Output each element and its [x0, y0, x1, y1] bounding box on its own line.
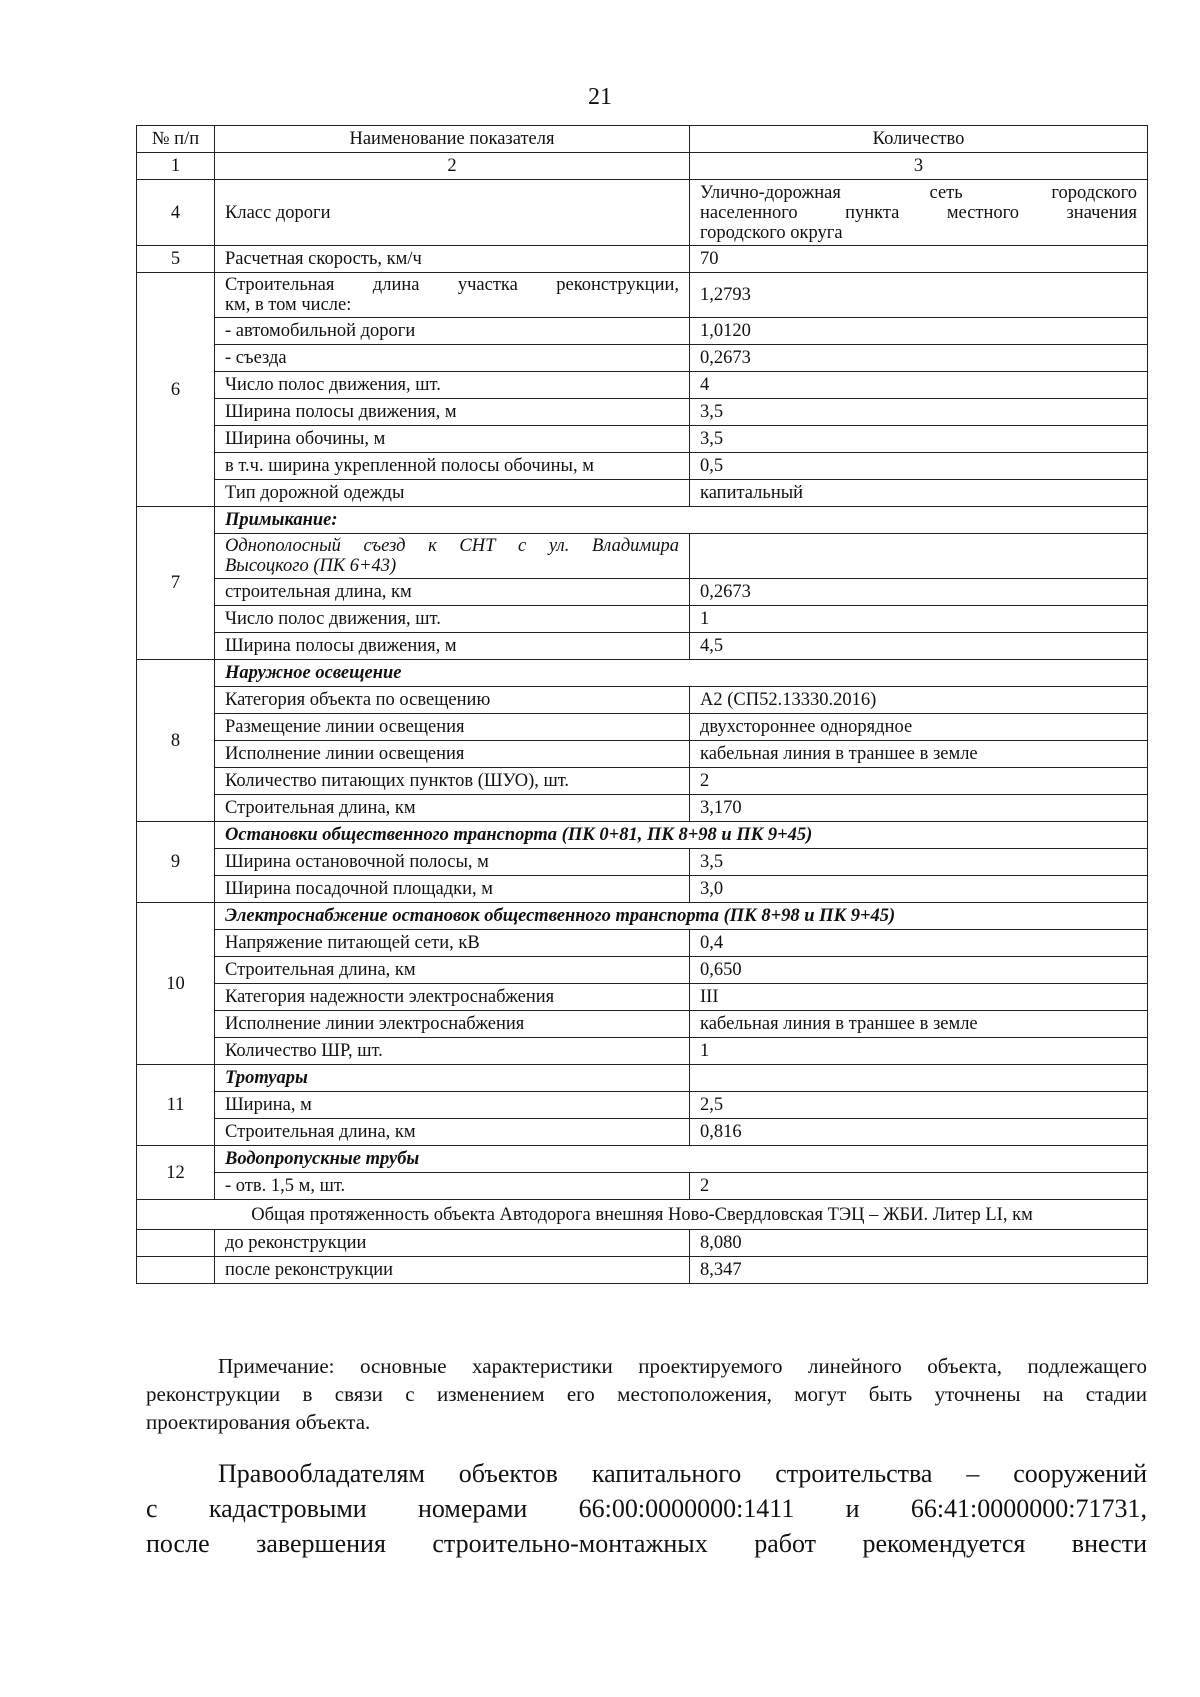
section-title: Примыкание: [215, 507, 1148, 534]
row-number: 12 [137, 1146, 215, 1200]
row-qty: 2 [690, 1173, 1148, 1200]
row-number [137, 1257, 215, 1284]
row-name: Количество питающих пунктов (ШУО), шт. [215, 768, 690, 795]
table-row [137, 687, 1148, 714]
note-line: проектирования объекта. [146, 1410, 371, 1434]
row-qty: 0,5 [690, 453, 1148, 480]
characteristics-table [136, 125, 1148, 1284]
row-number: 7 [137, 507, 215, 660]
row-name: Категория объекта по освещению [215, 687, 690, 714]
row-name: Строительная длина участка реконструкции, км, в том числе: [215, 273, 690, 318]
row-number [137, 1230, 215, 1257]
total-title-row [137, 1200, 1148, 1230]
row-name: Исполнение линии освещения [215, 741, 690, 768]
row-qty: 3,5 [690, 426, 1148, 453]
row-qty: 1 [690, 606, 1148, 633]
note-line: реконструкции в связи с изменением его местоположения, могут быть уточнены на стадии [146, 1382, 1147, 1406]
table-row [137, 534, 1148, 579]
row-qty: кабельная линия в траншее в земле [690, 1011, 1148, 1038]
row-name: - съезда [215, 345, 690, 372]
table-row [137, 246, 1148, 273]
row-name: до реконструкции [215, 1230, 690, 1257]
row-name: Строительная длина, км [215, 795, 690, 822]
row-name: Строительная длина, км [215, 1119, 690, 1146]
row-name: Исполнение линии электроснабжения [215, 1011, 690, 1038]
table-row [137, 318, 1148, 345]
table-row [137, 345, 1148, 372]
table-row [137, 399, 1148, 426]
table-row [137, 957, 1148, 984]
section-title: Наружное освещение [215, 660, 1148, 687]
body-paragraph [146, 1456, 1147, 1561]
row-name: после реконструкции [215, 1257, 690, 1284]
table-row [137, 768, 1148, 795]
row-qty: 8,080 [690, 1230, 1148, 1257]
row-name: Количество ШР, шт. [215, 1038, 690, 1065]
note-paragraph [146, 1352, 1147, 1436]
note-line: Примечание: основные характеристики проектируемого линейного объекта, подлежащего [218, 1354, 1147, 1378]
row-qty: 1,2793 [690, 273, 1148, 318]
table-row [137, 1011, 1148, 1038]
table-row [137, 1173, 1148, 1200]
row-qty: А2 (СП52.13330.2016) [690, 687, 1148, 714]
header-num: № п/п [137, 126, 215, 153]
row-qty: 0,2673 [690, 345, 1148, 372]
row-qty: 0,816 [690, 1119, 1148, 1146]
row-qty: 4,5 [690, 633, 1148, 660]
row-qty: 2,5 [690, 1092, 1148, 1119]
row-qty: 2 [690, 768, 1148, 795]
row-qty: Улично-дорожная сеть городского населенного пункта местного значения городского округа [690, 180, 1148, 246]
row-number: 9 [137, 822, 215, 903]
row-name: Ширина полосы движения, м [215, 399, 690, 426]
section-title: Тротуары [215, 1065, 690, 1092]
row-number: 11 [137, 1065, 215, 1146]
body-line: Правообладателям объектов капитального строительства – сооружений [218, 1459, 1147, 1488]
row-name: Число полос движения, шт. [215, 606, 690, 633]
section-row [137, 1146, 1148, 1173]
table-header-row [137, 126, 1148, 153]
row-number: 6 [137, 273, 215, 507]
section-row [137, 822, 1148, 849]
section-title: Водопропускные трубы [215, 1146, 1148, 1173]
total-title: Общая протяженность объекта Автодорога внешняя Ново-Свердловская ТЭЦ – ЖБИ. Литер LI, км [137, 1200, 1148, 1230]
row-qty: 3,0 [690, 876, 1148, 903]
table-row [137, 372, 1148, 399]
row-name: Напряжение питающей сети, кВ [215, 930, 690, 957]
section-title: Остановки общественного транспорта (ПК 0+81, ПК 8+98 и ПК 9+45) [215, 822, 1148, 849]
row-number: 5 [137, 246, 215, 273]
row-name: Категория надежности электроснабжения [215, 984, 690, 1011]
table-row [137, 606, 1148, 633]
colnum-3: 3 [690, 153, 1148, 180]
header-qty: Количество [690, 126, 1148, 153]
row-name: Ширина посадочной площадки, м [215, 876, 690, 903]
row-qty: 3,170 [690, 795, 1148, 822]
section-row [137, 903, 1148, 930]
table-row [137, 426, 1148, 453]
table-row [137, 1230, 1148, 1257]
row-qty: III [690, 984, 1148, 1011]
table-row [137, 1257, 1148, 1284]
table-row [137, 714, 1148, 741]
header-name: Наименование показателя [215, 126, 690, 153]
row-name: - автомобильной дороги [215, 318, 690, 345]
row-name: Расчетная скорость, км/ч [215, 246, 690, 273]
row-name: Строительная длина, км [215, 957, 690, 984]
table-row [137, 180, 1148, 246]
row-number: 4 [137, 180, 215, 246]
row-qty: 8,347 [690, 1257, 1148, 1284]
row-name: Однополосный съезд к СНТ с ул. Владимира Высоцкого (ПК 6+43) [215, 534, 690, 579]
row-qty: 3,5 [690, 399, 1148, 426]
row-name: Ширина остановочной полосы, м [215, 849, 690, 876]
page-number: 21 [588, 84, 612, 110]
row-name: в т.ч. ширина укрепленной полосы обочины, м [215, 453, 690, 480]
row-name: Ширина полосы движения, м [215, 633, 690, 660]
table-row [137, 849, 1148, 876]
table-row [137, 984, 1148, 1011]
table-row [137, 480, 1148, 507]
row-qty: двухстороннее однорядное [690, 714, 1148, 741]
row-qty: 0,650 [690, 957, 1148, 984]
row-qty: 1 [690, 1038, 1148, 1065]
table-row [137, 1038, 1148, 1065]
row-qty [690, 534, 1148, 579]
column-number-row [137, 153, 1148, 180]
table-row [137, 1119, 1148, 1146]
row-qty: 0,4 [690, 930, 1148, 957]
body-line: после завершения строительно-монтажных работ рекомендуется внести [146, 1529, 1147, 1558]
table-row [137, 876, 1148, 903]
row-qty: 0,2673 [690, 579, 1148, 606]
row-name: строительная длина, км [215, 579, 690, 606]
row-number: 8 [137, 660, 215, 822]
row-qty: 70 [690, 246, 1148, 273]
table-row [137, 795, 1148, 822]
row-qty: 3,5 [690, 849, 1148, 876]
row-name: Тип дорожной одежды [215, 480, 690, 507]
table-row [137, 273, 1148, 318]
table-row [137, 579, 1148, 606]
section-title: Электроснабжение остановок общественного транспорта (ПК 8+98 и ПК 9+45) [215, 903, 1148, 930]
table-row [137, 1092, 1148, 1119]
row-name: Ширина обочины, м [215, 426, 690, 453]
section-row [137, 660, 1148, 687]
row-name: Класс дороги [215, 180, 690, 246]
row-qty: 4 [690, 372, 1148, 399]
table-row [137, 930, 1148, 957]
row-name: Число полос движения, шт. [215, 372, 690, 399]
body-line: с кадастровыми номерами 66:00:0000000:1411 и 66:41:0000000:71731, [146, 1494, 1147, 1523]
table-row [137, 453, 1148, 480]
row-qty: капитальный [690, 480, 1148, 507]
row-qty [690, 1065, 1148, 1092]
section-row [137, 1065, 1148, 1092]
section-row [137, 507, 1148, 534]
row-name: Размещение линии освещения [215, 714, 690, 741]
table-row [137, 633, 1148, 660]
row-number: 10 [137, 903, 215, 1065]
row-name: Ширина, м [215, 1092, 690, 1119]
row-qty: кабельная линия в траншее в земле [690, 741, 1148, 768]
colnum-1: 1 [137, 153, 215, 180]
row-qty: 1,0120 [690, 318, 1148, 345]
row-name: - отв. 1,5 м, шт. [215, 1173, 690, 1200]
table-row [137, 741, 1148, 768]
colnum-2: 2 [215, 153, 690, 180]
